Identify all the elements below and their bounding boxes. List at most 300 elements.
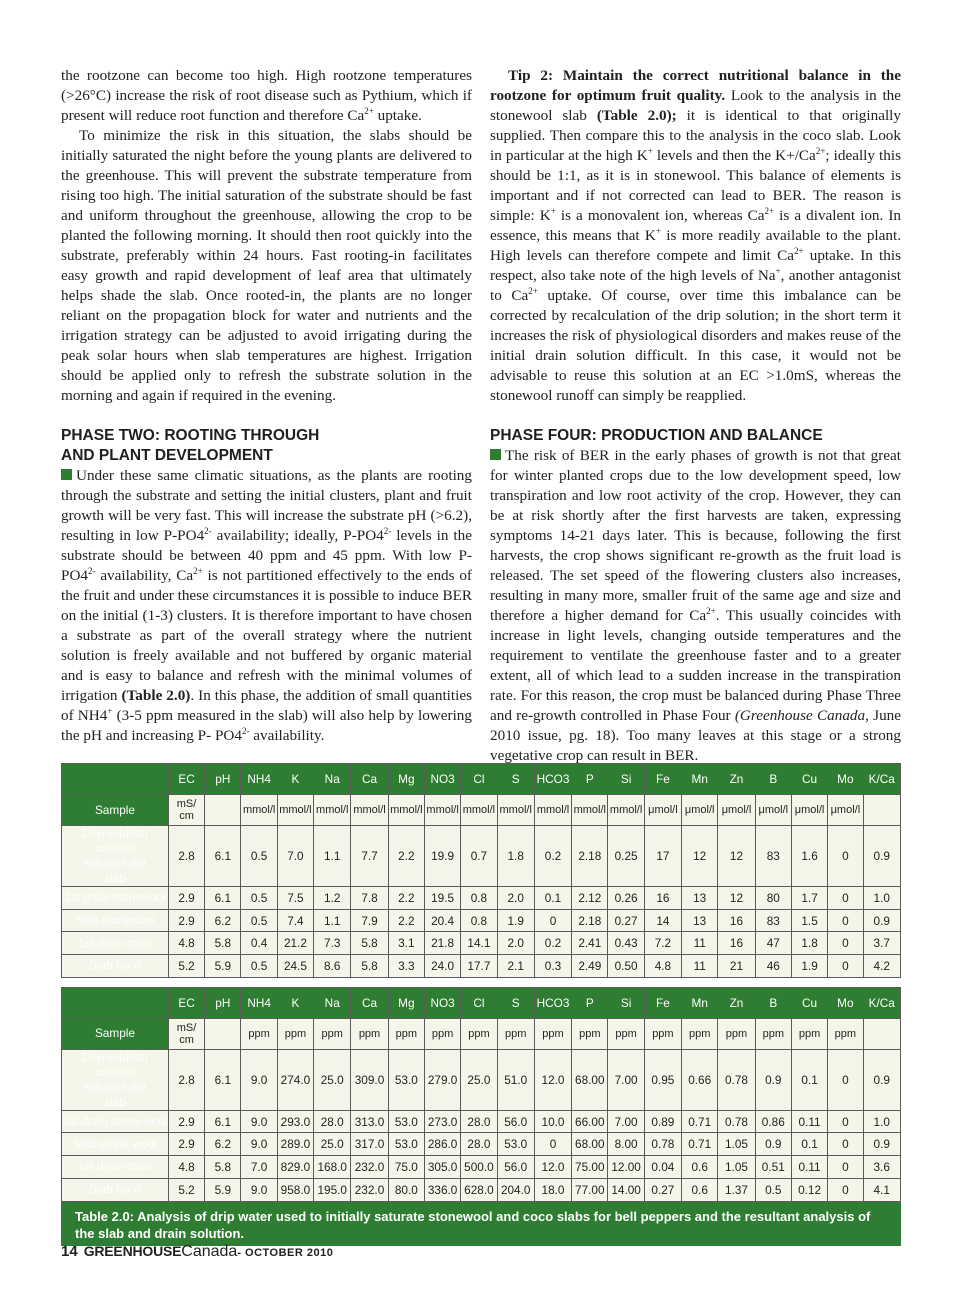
table-cell: 25.0 xyxy=(461,1049,497,1110)
table-cell: 3.3 xyxy=(388,955,424,978)
table-cell: 0.9 xyxy=(755,1133,791,1156)
table-row xyxy=(62,1133,901,1156)
table-cell: 0.89 xyxy=(644,1110,681,1133)
left-column xyxy=(61,66,472,746)
table-cell: 66.00 xyxy=(572,1110,608,1133)
table-cell: 2.8 xyxy=(168,1049,204,1110)
table-cell: 0.9 xyxy=(755,1049,791,1110)
right-column xyxy=(490,66,901,766)
table-cell: 168.0 xyxy=(314,1156,351,1179)
table-cell: 0 xyxy=(828,1110,863,1133)
table-cell: 500.0 xyxy=(461,1156,497,1179)
table-cell: 14 xyxy=(644,909,681,932)
table-cell: 12.0 xyxy=(534,1156,571,1179)
analysis-table-mmol xyxy=(61,763,901,978)
column-header: NO3 xyxy=(424,987,460,1018)
table-cell: 12.00 xyxy=(608,1156,644,1179)
table-cell: 7.00 xyxy=(608,1110,644,1133)
column-header: Fe xyxy=(644,987,681,1018)
table-cell: 77.00 xyxy=(572,1178,608,1201)
table-cell: 0.1 xyxy=(791,1133,827,1156)
column-header: Fe xyxy=(644,764,681,795)
table-cell: 0 xyxy=(828,826,863,887)
table-cell: 2.8 xyxy=(168,826,204,887)
table-cell: 0.1 xyxy=(791,1049,827,1110)
table-cell: 7.5 xyxy=(277,887,313,910)
table-cell: 2.9 xyxy=(168,1110,204,1133)
table-cell: 0.6 xyxy=(682,1178,718,1201)
unit-cell: ppm xyxy=(534,1018,571,1049)
unit-cell xyxy=(863,795,900,826)
table-cell: 0 xyxy=(828,887,863,910)
table-cell: 0 xyxy=(534,1133,571,1156)
table-cell: 9.0 xyxy=(241,1110,277,1133)
unit-cell: mmol/l xyxy=(351,795,388,826)
table-cell: 0.51 xyxy=(755,1156,791,1179)
table-cell: 0.50 xyxy=(608,955,644,978)
table-cell: 7.7 xyxy=(351,826,388,887)
unit-cell: mmol/l xyxy=(534,795,571,826)
table-cell: 7.9 xyxy=(351,909,388,932)
table-cell: 0 xyxy=(828,1178,863,1201)
unit-cell: mmol/l xyxy=(497,795,534,826)
paragraph: To minimize the risk in this situation, the slabs should be initially saturated the night before the young plants are delivered to the greenhouse. This will prevent the substrate temperature from rising too high. The initial saturation of the substrate should be fast and uniform throughout the greenhouse, allowing the crop to be planted the following morning. It should then root quickly into the substrate, preferably within 24 hours. Fast rooting-in facilitates easy growth and rapid development of leaf area that ultimately helps shade the slab. Once rooted-in, the plants are no longer reliant on the propagation block for water and nutrients and the irrigation strategy can be adjusted to avoid irrigating during the peak solar hours when slab temperatures are highest. Irrigation should be applied only to refresh the substrate solution in the morning and again if required in the evening. xyxy=(61,127,472,404)
sample-label: Sample xyxy=(62,1018,169,1049)
unit-cell: μmol/l xyxy=(682,795,718,826)
column-header: Si xyxy=(608,764,644,795)
column-header: K/Ca xyxy=(863,764,900,795)
table-cell: 68.00 xyxy=(572,1133,608,1156)
unit-cell: ppm xyxy=(497,1018,534,1049)
table-cell: 0 xyxy=(828,909,863,932)
table-row xyxy=(62,1110,901,1133)
table-cell: 5.8 xyxy=(351,955,388,978)
column-header: Mo xyxy=(828,987,863,1018)
column-header: B xyxy=(755,987,791,1018)
column-header: Cl xyxy=(461,987,497,1018)
table-cell: 21 xyxy=(718,955,755,978)
unit-cell: ppm xyxy=(241,1018,277,1049)
unit-cell: μmol/l xyxy=(644,795,681,826)
table-cell: 13 xyxy=(682,909,718,932)
table-cell: 4.8 xyxy=(168,932,204,955)
table-cell: 274.0 xyxy=(277,1049,313,1110)
table-cell: 53.0 xyxy=(497,1133,534,1156)
table-cell: 0.43 xyxy=(608,932,644,955)
table-cell: 6.1 xyxy=(205,826,241,887)
column-header: K xyxy=(277,764,313,795)
unit-cell: μmol/l xyxy=(791,795,827,826)
table-row xyxy=(62,826,901,887)
table-cell: 0.78 xyxy=(644,1133,681,1156)
table-cell: 14.00 xyxy=(608,1178,644,1201)
table-cell: 0.5 xyxy=(241,955,277,978)
unit-cell: mmol/l xyxy=(314,795,351,826)
table-cell: 1.9 xyxy=(791,955,827,978)
row-label: 1st drain stone wool xyxy=(62,1110,169,1133)
table-cell: 19.5 xyxy=(424,887,460,910)
table-cell: 16 xyxy=(644,887,681,910)
table-cell: 0.9 xyxy=(863,826,900,887)
unit-cell: μmol/l xyxy=(718,795,755,826)
paragraph: The risk of BER in the early phases of growth is not that great for winter planted crops due to the low development speed, low transpiration and low root activity of the crop. However, they can be at risk shortly after the first harvests are taken, expressing symptoms 14-21 days later. This is because, following the first harvests, the crop shows significant re-growth as the fruit load is released. The set speed of the flowering clusters also increases, resulting in many more, smaller fruit of the same age and size and therefore a higher demand for $Ca^{2+}$. This usually coincides with increase in light levels, changing outside temperatures and the requirement to ventilate the greenhouse faster and to a greater extent, all of which lead to a sudden increase in the transpiration rate. For this reason, the crop must be balanced during Phase Three and re-growth controlled in Phase Four (Greenhouse Canada, June 2010 issue, pg. 18). Too many leaves at this stage or a strong vegetative crop can result in BER. xyxy=(490,447,902,764)
section-heading-phase-four: PHASE FOUR: PRODUCTION AND BALANCE xyxy=(490,427,823,444)
unit-cell: mmol/l xyxy=(608,795,644,826)
unit-cell: μmol/l xyxy=(755,795,791,826)
table-cell: 68.00 xyxy=(572,1049,608,1110)
table-cell: 0 xyxy=(828,1049,863,1110)
table-cell: 1.1 xyxy=(314,826,351,887)
table-cell: 195.0 xyxy=(314,1178,351,1201)
table-cell: 2.2 xyxy=(388,887,424,910)
table-cell: 0.04 xyxy=(644,1156,681,1179)
column-header: Cl xyxy=(461,764,497,795)
table-cell: 1.8 xyxy=(497,826,534,887)
table-cell: 0.66 xyxy=(682,1049,718,1110)
table-cell: 53.0 xyxy=(388,1049,424,1110)
table-cell: 17 xyxy=(644,826,681,887)
column-header: Zn xyxy=(718,987,755,1018)
unit-cell: ppm xyxy=(461,1018,497,1049)
table-cell: 7.0 xyxy=(277,826,313,887)
table-cell: 83 xyxy=(755,826,791,887)
table-cell: 0.2 xyxy=(534,932,571,955)
table-cell: 25.0 xyxy=(314,1049,351,1110)
table-cell: 80.0 xyxy=(388,1178,424,1201)
issue-date: - OCTOBER 2010 xyxy=(237,1247,334,1259)
table-cell: 0.9 xyxy=(863,1049,900,1110)
table-cell: 2.41 xyxy=(572,932,608,955)
unit-cell: ppm xyxy=(718,1018,755,1049)
table-cell: 28.0 xyxy=(461,1133,497,1156)
table-cell: 3.7 xyxy=(863,932,900,955)
table-cell: 7.00 xyxy=(608,1049,644,1110)
table-cell: 0 xyxy=(828,955,863,978)
column-header: Mg xyxy=(388,764,424,795)
table-cell: 13 xyxy=(682,887,718,910)
table-cell: 53.0 xyxy=(388,1133,424,1156)
table-row xyxy=(62,909,901,932)
table-cell: 2.18 xyxy=(572,909,608,932)
table-cell: 47 xyxy=(755,932,791,955)
unit-cell: ppm xyxy=(608,1018,644,1049)
column-header: pH xyxy=(205,987,241,1018)
column-header: K xyxy=(277,987,313,1018)
column-header: Mg xyxy=(388,987,424,1018)
table-cell: 16 xyxy=(718,932,755,955)
unit-cell: ppm xyxy=(755,1018,791,1049)
table-cell: 232.0 xyxy=(351,1178,388,1201)
table-cell: 51.0 xyxy=(497,1049,534,1110)
table-cell: 2.0 xyxy=(497,887,534,910)
table-cell: 2.49 xyxy=(572,955,608,978)
table-cell: 0.9 xyxy=(863,1133,900,1156)
table-cell: 1.05 xyxy=(718,1156,755,1179)
section-heading-phase-two: PHASE TWO: ROOTING THROUGH AND PLANT DEVELOPMENT xyxy=(61,427,320,464)
table-row xyxy=(62,887,901,910)
magazine-name-light: Canada xyxy=(181,1243,238,1260)
row-label: 1st drain coco xyxy=(62,1156,169,1179)
table-row xyxy=(62,932,901,955)
table-cell: 1.0 xyxy=(863,887,900,910)
table-cell: 3.6 xyxy=(863,1156,900,1179)
table-cell: 14.1 xyxy=(461,932,497,955)
unit-cell: ppm xyxy=(828,1018,863,1049)
table-cell: 19.9 xyxy=(424,826,460,887)
column-header: Zn xyxy=(718,764,755,795)
table-cell: 75.00 xyxy=(572,1156,608,1179)
table-cell: 5.9 xyxy=(205,955,241,978)
table-cell: 5.8 xyxy=(205,1156,241,1179)
column-header: NH4 xyxy=(241,764,277,795)
table-cell: 0.12 xyxy=(791,1178,827,1201)
table-cell: 0.9 xyxy=(863,909,900,932)
unit-cell: mmol/l xyxy=(388,795,424,826)
table-cell: 2.18 xyxy=(572,826,608,887)
table-cell: 0.95 xyxy=(644,1049,681,1110)
column-header: Mn xyxy=(682,987,718,1018)
header-blank-cell xyxy=(62,987,169,1018)
table-cell: 0.5 xyxy=(241,887,277,910)
table-row xyxy=(62,955,901,978)
table-cell: 6.2 xyxy=(205,1133,241,1156)
table-cell: 7.8 xyxy=(351,887,388,910)
unit-cell xyxy=(863,1018,900,1049)
row-label: Slab stone wool xyxy=(62,1133,169,1156)
table-cell: 5.9 xyxy=(205,1178,241,1201)
column-header: B xyxy=(755,764,791,795)
column-header: Cu xyxy=(791,764,827,795)
paragraph-tip: Tip 2: Maintain the correct nutritional balance in the rootzone for optimum fruit quality. Look to the analysis in the stonewool slab (Table 2.0); it is identical to that originally supplied. Then compare this to the analysis in the coco slab. Look in particular at the high K+ levels and then the $K+/Ca^{2+}$; ideally this should be 1:1, as it is in stonewool. This balance of elements is important and if not corrected can lead to BER. The reason is simple: K+ is a monovalent ion, whereas $Ca^{2+}$ is a divalent ion. In essence, this means that K+ is more readily available to the plant. High levels can therefore compete and limit $Ca^{2+}$ uptake. In this respect, also take note of the high levels of Na+, another antagonist to $Ca^{2+}$ uptake. Of course, over time this imbalance can be corrected by recalculation of the drip solution; in the short term it increases the risk of physiological disorders and makes reuse of the initial drain solution difficult. In this case, it would not be advisable to reuse this solution at an EC >1.0mS, whereas the stonewool runoff can simply be reapplied. xyxy=(490,67,902,404)
magazine-name-bold: GREENHOUSE xyxy=(83,1243,182,1259)
table-cell: 0.86 xyxy=(755,1110,791,1133)
table-cell: 12.0 xyxy=(534,1049,571,1110)
table-cell: 0 xyxy=(828,1133,863,1156)
table-cell: 1.6 xyxy=(791,826,827,887)
table-cell: 4.1 xyxy=(863,1178,900,1201)
paragraph: Under these same climatic situations, as the plants are rooting through the substrate and setting the initial clusters, plant and fruit growth will be very fast. This will increase the substrate pH (>6.2), resulting in low $P-PO4^{2-}$ availability; ideally, $P-PO4^{2-}$ levels in the substrate should be between 40 ppm and 45 ppm. With low $P-PO4^{2-}$ availability, $Ca^{2+}$ is not partitioned effectively to the ends of the fruit and under these circumstances it is possible to induce BER on the initial (1-3) clusters. It is therefore important to have chosen a substrate as part of the overall strategy where the nutrient solution is freely available and not buffered by organic material and is easy to balance and refresh with the minimal volumes of irrigation (Table 2.0). In this phase, the addition of small quantities of NH4+ (3-5 ppm measured in the slab) will also help by lowering the pH and increasing P- $PO4^{2-}$ availability. xyxy=(61,467,472,744)
row-label: Slab coco xyxy=(62,955,169,978)
page-number: 14 xyxy=(61,1243,78,1260)
table-cell: 313.0 xyxy=(351,1110,388,1133)
table-cell: 2.0 xyxy=(497,932,534,955)
table-cell: 1.9 xyxy=(497,909,534,932)
table-cell: 2.1 xyxy=(497,955,534,978)
table-cell: 21.8 xyxy=(424,932,460,955)
table-cell: 2.9 xyxy=(168,1133,204,1156)
table-cell: 0.71 xyxy=(682,1133,718,1156)
table-cell: 17.7 xyxy=(461,955,497,978)
table-cell: 1.37 xyxy=(718,1178,755,1201)
row-label: Slab stonewool xyxy=(62,909,169,932)
table-cell: 0.5 xyxy=(241,909,277,932)
table-cell: 0.6 xyxy=(682,1156,718,1179)
table-cell: 2.2 xyxy=(388,826,424,887)
table-cell: 6.1 xyxy=(205,887,241,910)
bullet-square-icon xyxy=(490,449,501,460)
column-header: NO3 xyxy=(424,764,460,795)
table-cell: 4.8 xyxy=(168,1156,204,1179)
column-header: P xyxy=(572,764,608,795)
column-header: Ca xyxy=(351,764,388,795)
unit-cell: mmol/l xyxy=(277,795,313,826)
table-cell: 0.7 xyxy=(461,826,497,887)
table-cell: 4.8 xyxy=(644,955,681,978)
table-cell: 11 xyxy=(682,955,718,978)
row-label: Slab coco xyxy=(62,1178,169,1201)
table-cell: 0.27 xyxy=(644,1178,681,1201)
unit-cell: ppm xyxy=(682,1018,718,1049)
header-blank-cell xyxy=(62,764,169,795)
table-cell: 10.0 xyxy=(534,1110,571,1133)
unit-cell: ppm xyxy=(791,1018,827,1049)
table-cell: 9.0 xyxy=(241,1178,277,1201)
table-cell: 8.00 xyxy=(608,1133,644,1156)
table-cell: 232.0 xyxy=(351,1156,388,1179)
table-cell: 2.2 xyxy=(388,909,424,932)
table-cell: 5.2 xyxy=(168,955,204,978)
table-cell: 9.0 xyxy=(241,1133,277,1156)
table-cell: 0.1 xyxy=(534,887,571,910)
column-header: EC xyxy=(168,764,204,795)
paragraph: the rootzone can become too high. High rootzone temperatures (>26°C) increase the risk of root disease such as Pythium, which if present will reduce root function and therefore $Ca^{2+}$ uptake. xyxy=(61,67,472,124)
table-cell: 204.0 xyxy=(497,1178,534,1201)
unit-cell: ppm xyxy=(388,1018,424,1049)
table-cell: 6.2 xyxy=(205,909,241,932)
column-header: Mo xyxy=(828,764,863,795)
table-row xyxy=(62,1156,901,1179)
table-cell: 0 xyxy=(828,932,863,955)
sample-label: Sample xyxy=(62,795,169,826)
table-cell: 0.8 xyxy=(461,887,497,910)
unit-cell: mmol/l xyxy=(424,795,460,826)
table-cell: 0.25 xyxy=(608,826,644,887)
column-header: Si xyxy=(608,987,644,1018)
table-cell: 6.1 xyxy=(205,1049,241,1110)
table-cell: 1.5 xyxy=(791,909,827,932)
table-cell: 7.0 xyxy=(241,1156,277,1179)
table-cell: 46 xyxy=(755,955,791,978)
table-cell: 0.8 xyxy=(461,909,497,932)
table-cell: 7.4 xyxy=(277,909,313,932)
table-cell: 0.27 xyxy=(608,909,644,932)
table-cell: 25.0 xyxy=(314,1133,351,1156)
table-cell: 309.0 xyxy=(351,1049,388,1110)
bullet-square-icon xyxy=(61,469,72,480)
table-cell: 305.0 xyxy=(424,1156,460,1179)
column-header: HCO3 xyxy=(534,987,571,1018)
unit-cell: ppm xyxy=(351,1018,388,1049)
row-label: 1st drain coco xyxy=(62,932,169,955)
table-row xyxy=(62,1049,901,1110)
table-cell: 12 xyxy=(718,887,755,910)
column-header: Mn xyxy=(682,764,718,795)
table-cell: 1.05 xyxy=(718,1133,755,1156)
table-cell: 1.2 xyxy=(314,887,351,910)
table-cell: 56.0 xyxy=(497,1156,534,1179)
table-cell: 5.8 xyxy=(205,932,241,955)
table-cell: 1.0 xyxy=(863,1110,900,1133)
unit-cell: ppm xyxy=(644,1018,681,1049)
column-header: S xyxy=(497,764,534,795)
unit-cell: mS/ cm xyxy=(168,795,204,826)
table-cell: 293.0 xyxy=(277,1110,313,1133)
unit-cell: ppm xyxy=(314,1018,351,1049)
table-cell: 75.0 xyxy=(388,1156,424,1179)
table-cell: 16 xyxy=(718,909,755,932)
unit-cell: ppm xyxy=(424,1018,460,1049)
table-cell: 7.2 xyxy=(644,932,681,955)
column-header: Na xyxy=(314,764,351,795)
table-cell: 24.5 xyxy=(277,955,313,978)
table-cell: 20.4 xyxy=(424,909,460,932)
table-cell: 11 xyxy=(682,932,718,955)
page-footer xyxy=(61,1243,333,1267)
column-header: Na xyxy=(314,987,351,1018)
table-cell: 56.0 xyxy=(497,1110,534,1133)
unit-cell: mmol/l xyxy=(241,795,277,826)
column-header: EC xyxy=(168,987,204,1018)
table-cell: 21.2 xyxy=(277,932,313,955)
table-cell: 0.78 xyxy=(718,1110,755,1133)
table-cell: 0.11 xyxy=(791,1156,827,1179)
table-cell: 0.26 xyxy=(608,887,644,910)
table-cell: 0.2 xyxy=(534,826,571,887)
table-cell: 80 xyxy=(755,887,791,910)
row-label: Drip solution used to saturate the slab xyxy=(62,826,169,887)
table-cell: 0 xyxy=(828,1156,863,1179)
unit-cell: ppm xyxy=(572,1018,608,1049)
unit-cell: mmol/l xyxy=(461,795,497,826)
column-header: NH4 xyxy=(241,987,277,1018)
analysis-tables xyxy=(61,763,901,1246)
table-cell: 3.1 xyxy=(388,932,424,955)
table-cell: 5.2 xyxy=(168,1178,204,1201)
table-cell: 1.1 xyxy=(314,909,351,932)
column-header: pH xyxy=(205,764,241,795)
table-cell: 12 xyxy=(682,826,718,887)
table-cell: 273.0 xyxy=(424,1110,460,1133)
table-cell: 8.6 xyxy=(314,955,351,978)
table-cell: 53.0 xyxy=(388,1110,424,1133)
table-row xyxy=(62,1178,901,1201)
table-cell: 1.7 xyxy=(791,887,827,910)
table-cell: 279.0 xyxy=(424,1049,460,1110)
table-cell: 7.3 xyxy=(314,932,351,955)
table-cell: 24.0 xyxy=(424,955,460,978)
column-header: K/Ca xyxy=(863,987,900,1018)
table-cell: 0.78 xyxy=(718,1049,755,1110)
table-cell: 317.0 xyxy=(351,1133,388,1156)
table-cell: 2.9 xyxy=(168,887,204,910)
table-cell: 0.71 xyxy=(682,1110,718,1133)
table-cell: 28.0 xyxy=(461,1110,497,1133)
table-cell: 628.0 xyxy=(461,1178,497,1201)
table-cell: 2.12 xyxy=(572,887,608,910)
table-cell: 83 xyxy=(755,909,791,932)
table-cell: 0.5 xyxy=(755,1178,791,1201)
table-caption: Table 2.0: Analysis of drip water used to initially saturate stonewool and coco slabs for bell peppers and the resultant analysis of the slab and drain solution. xyxy=(61,1202,901,1246)
table-cell: 9.0 xyxy=(241,1049,277,1110)
table-cell: 0.3 xyxy=(534,955,571,978)
column-header: Cu xyxy=(791,987,827,1018)
unit-cell xyxy=(205,1018,241,1049)
table-cell: 0.11 xyxy=(791,1110,827,1133)
table-cell: 6.1 xyxy=(205,1110,241,1133)
unit-cell xyxy=(205,795,241,826)
table-cell: 0.5 xyxy=(241,826,277,887)
row-label: Drip solution used to saturate the slab xyxy=(62,1049,169,1110)
